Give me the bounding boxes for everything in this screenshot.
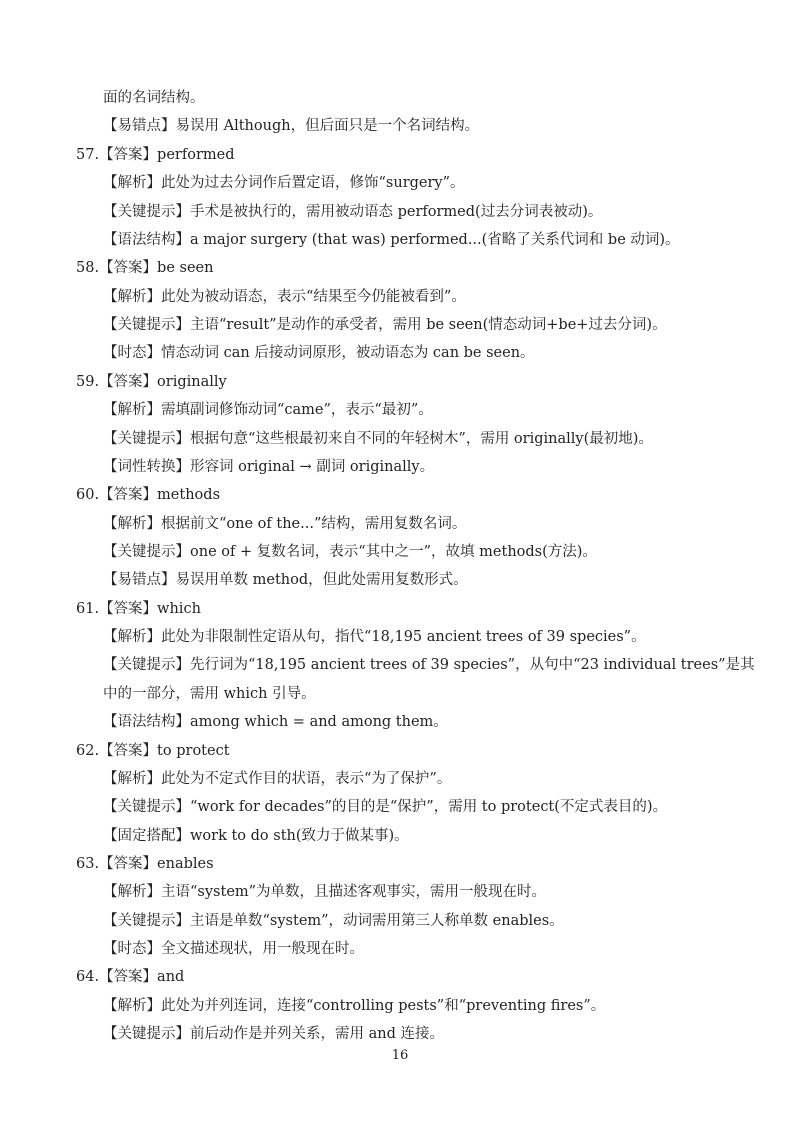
analysis-line: 【解析】此处为并列连词，连接“controlling pests”和“preventing fires”。 — [103, 998, 606, 1014]
analysis-line: 【解析】根据前文“one of the...”结构，需用复数名词。 — [103, 516, 467, 532]
error-point-line: 【易错点】易误用单数 method，但此处需用复数形式。 — [103, 572, 468, 588]
analysis-line: 【解析】此处为被动语态，表示“结果至今仍能被看到”。 — [103, 289, 466, 305]
key-hint-line: 【关键提示】主语是单数“system”，动词需用第三人称单数 enables。 — [103, 913, 564, 929]
tense-line: 【时态】全文描述现状，用一般现在时。 — [103, 941, 364, 957]
key-hint-line: 【关键提示】one of + 复数名词，表示“其中之一”，故填 methods(方法)。 — [103, 544, 597, 560]
analysis-line: 【解析】此处为非限制性定语从句，指代“18,195 ancient trees of 39 species”。 — [103, 629, 646, 645]
analysis-line: 【解析】此处为不定式作目的状语，表示“为了保护”。 — [103, 771, 452, 787]
analysis-line: 【解析】此处为过去分词作后置定语，修饰“surgery”。 — [103, 175, 465, 191]
key-hint-line: 【关键提示】前后动作是并列关系，需用 and 连接。 — [103, 1026, 444, 1042]
key-hint-line: 【关键提示】先行词为“18,195 ancient trees of 39 species”，从句中“23 individual trees”是其 — [103, 657, 755, 673]
text-line: 面的名词结构。 — [103, 90, 205, 106]
question-answer-line: 61.【答案】which — [76, 601, 201, 617]
text-line: 中的一部分，需用 which 引导。 — [103, 686, 316, 702]
question-answer-line: 59.【答案】originally — [76, 374, 227, 390]
tense-line: 【时态】情态动词 can 后接动词原形，被动语态为 can be seen。 — [103, 345, 535, 361]
key-hint-line: 【关键提示】手术是被执行的，需用被动语态 performed(过去分词表被动)。 — [103, 204, 603, 220]
key-hint-line: 【关键提示】“work for decades”的目的是“保护”，需用 to protect(不定式表目的)。 — [103, 799, 668, 815]
key-hint-line: 【关键提示】根据句意“这些根最初来自不同的年轻树木”，需用 originally(最初地)。 — [103, 431, 653, 447]
analysis-line: 【解析】主语“system”为单数，且描述客观事实，需用一般现在时。 — [103, 884, 547, 900]
question-answer-line: 57.【答案】performed — [76, 147, 235, 163]
question-answer-line: 63.【答案】enables — [76, 856, 214, 872]
grammar-line: 【语法结构】among which = and among them。 — [103, 714, 448, 730]
key-hint-line: 【关键提示】主语“result”是动作的承受者，需用 be seen(情态动词+be+过去分词)。 — [103, 317, 667, 333]
fixed-phrase-line: 【固定搭配】work to do sth(致力于做某事)。 — [103, 828, 409, 844]
question-answer-line: 62.【答案】to protect — [76, 743, 230, 759]
text-line: 【易错点】易误用 Although，但后面只是一个名词结构。 — [103, 118, 480, 134]
analysis-line: 【解析】需填副词修饰动词“came”，表示“最初”。 — [103, 402, 433, 418]
grammar-line: 【语法结构】a major surgery (that was) performed...(省略了关系代词和 be 动词)。 — [103, 232, 680, 248]
page-number: 16 — [391, 1048, 409, 1063]
question-answer-line: 64.【答案】and — [76, 969, 185, 985]
question-answer-line: 58.【答案】be seen — [76, 260, 214, 276]
question-answer-line: 60.【答案】methods — [76, 487, 221, 503]
word-form-line: 【词性转换】形容词 original → 副词 originally。 — [103, 459, 435, 475]
